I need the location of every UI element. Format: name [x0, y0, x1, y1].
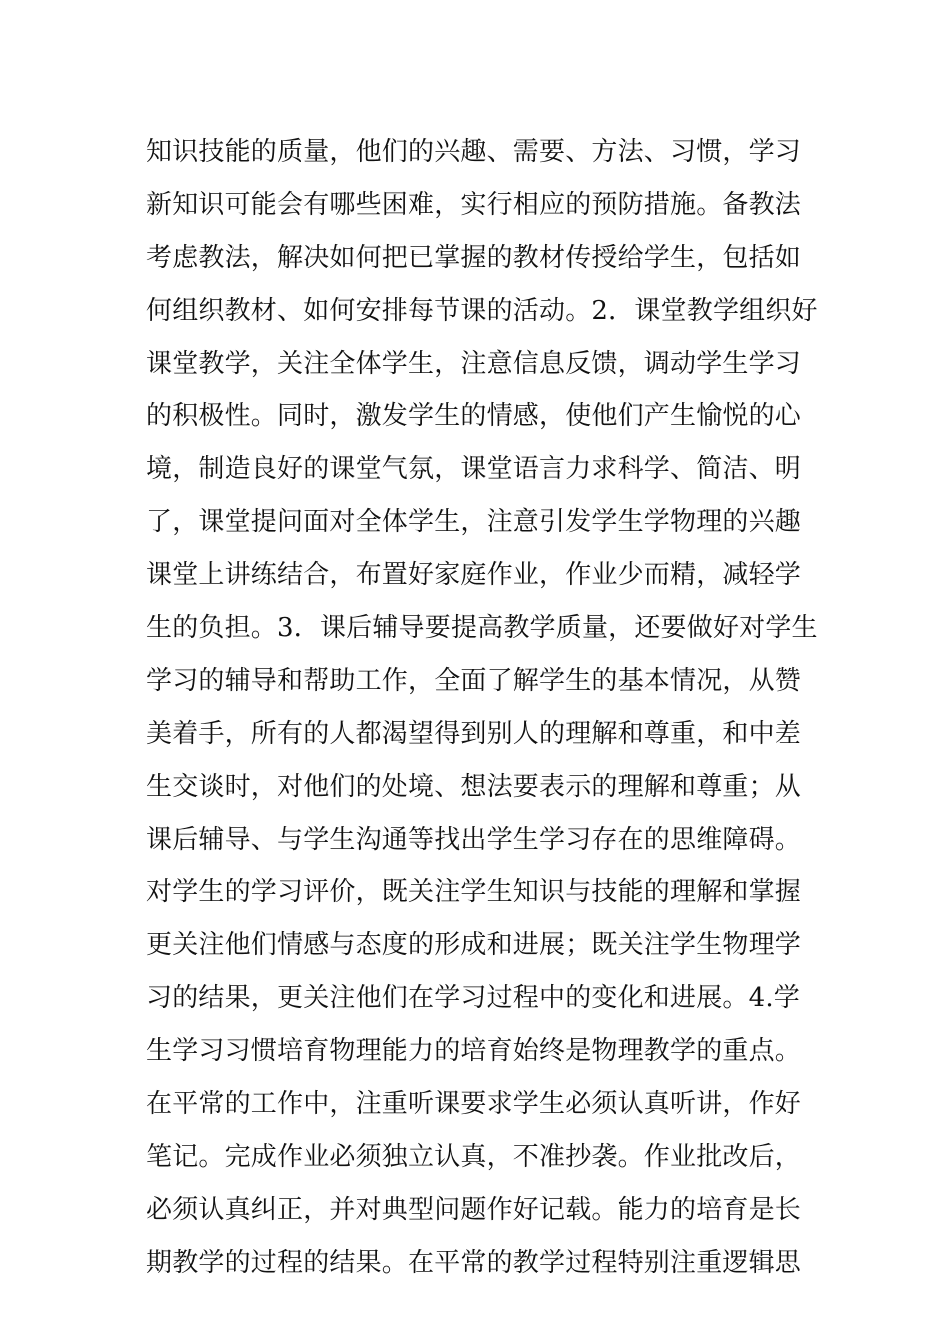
- text-line: 期教学的过程的结果。在平常的教学过程特别注重逻辑思: [146, 1247, 802, 1278]
- text-line: 课堂上讲练结合，布置好家庭作业，作业少而精，减轻学: [146, 560, 802, 591]
- text-line: 学习的辅导和帮助工作，全面了解学生的基本情况，从赞: [146, 665, 802, 696]
- text-line: 在平常的工作中，注重听课要求学生必须认真听讲，作好: [146, 1089, 802, 1120]
- text-line: 生学习习惯培育物理能力的培育始终是物理教学的重点。: [146, 1036, 802, 1067]
- text-line: 对学生的学习评价，既关注学生知识与技能的理解和掌握: [146, 877, 802, 908]
- text-line: 考虑教法，解决如何把已掌握的教材传授给学生，包括如: [146, 242, 802, 273]
- text-line: 笔记。完成作业必须独立认真，不准抄袭。作业批改后，: [146, 1141, 802, 1172]
- text-line: 课后辅导、与学生沟通等找出学生学习存在的思维障碍。: [146, 824, 802, 855]
- text-line: 境，制造良好的课堂气氛，课堂语言力求科学、简洁、明: [146, 454, 802, 485]
- text-line: 生交谈时，对他们的处境、想法要表示的理解和尊重；从: [146, 771, 802, 802]
- text-line: 了，课堂提问面对全体学生，注意引发学生学物理的兴趣: [146, 507, 802, 538]
- text-line: 必须认真纠正，并对典型问题作好记载。能力的培育是长: [146, 1194, 802, 1225]
- text-line: 的积极性。同时，激发学生的情感，使他们产生愉悦的心: [146, 401, 802, 432]
- body-text: [146, 126, 816, 1290]
- text-line: 课堂教学，关注全体学生，注意信息反馈，调动学生学习: [146, 348, 802, 379]
- text-line: 更关注他们情感与态度的形成和进展；既关注学生物理学: [146, 930, 802, 961]
- text-line: 何组织教材、如何安排每节课的活动。2．课堂教学组织好: [146, 295, 818, 326]
- text-line: 习的结果，更关注他们在学习过程中的变化和进展。4.学: [146, 983, 801, 1014]
- text-line: 新知识可能会有哪些困难，实行相应的预防措施。备教法: [146, 189, 802, 220]
- text-line: 知识技能的质量，他们的兴趣、需要、方法、习惯，学习: [146, 137, 802, 167]
- text-line: 美着手，所有的人都渴望得到别人的理解和尊重，和中差: [146, 718, 802, 749]
- text-line: 生的负担。3．课后辅导要提高教学质量，还要做好对学生: [146, 613, 818, 644]
